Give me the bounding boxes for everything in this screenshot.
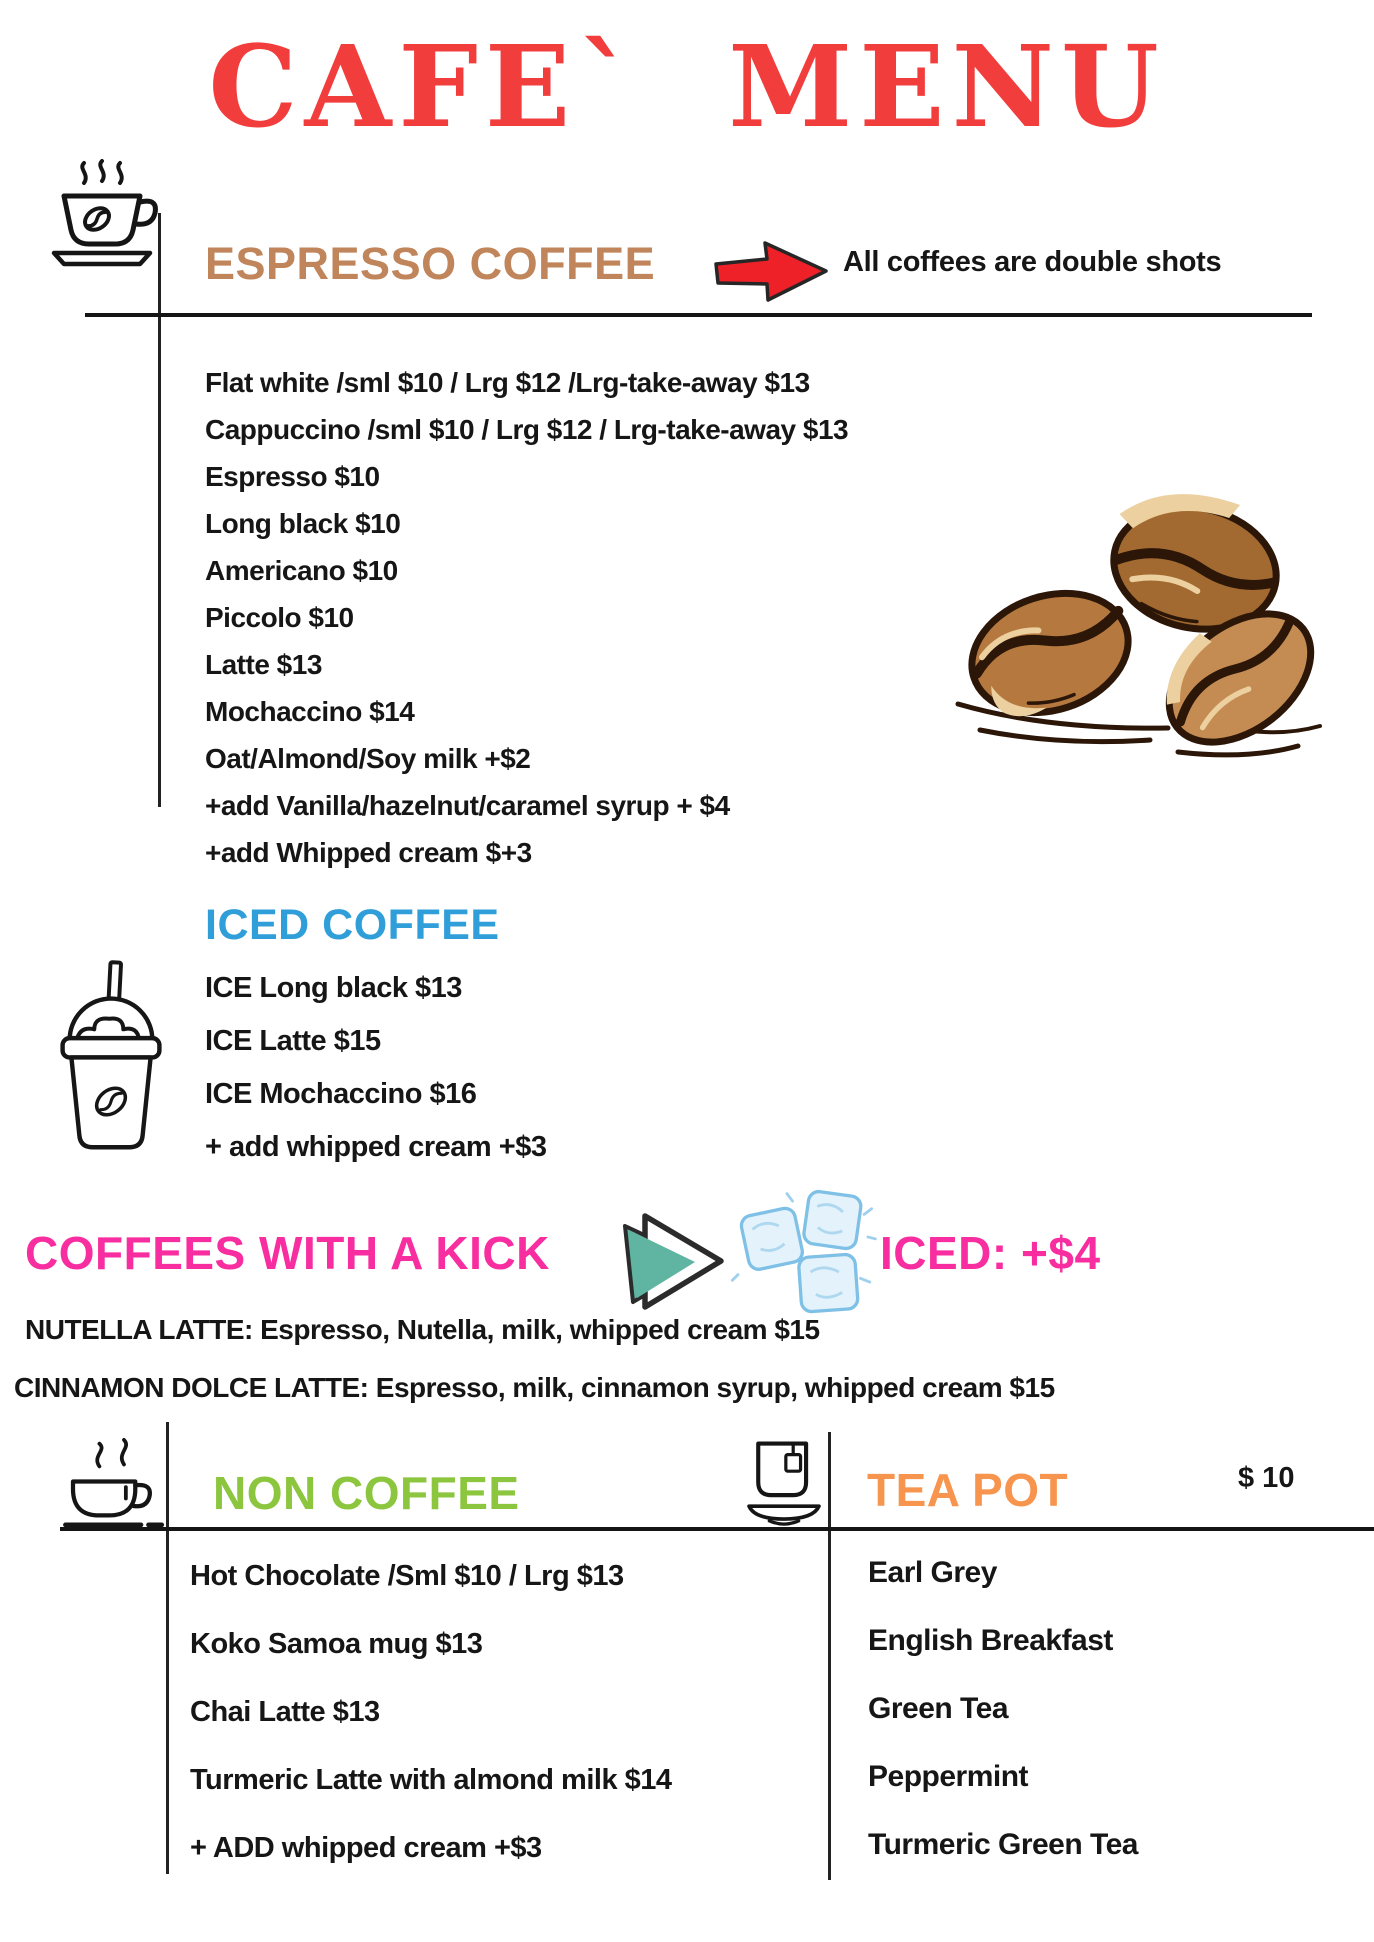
menu-item: Espresso $10 [205,461,380,492]
menu-item: Cappuccino /sml $10 / Lrg $12 / Lrg-take-away $13 [205,414,849,445]
tea-pot-price: $ 10 [1238,1462,1295,1494]
tea-pot-heading: TEA POT [867,1464,1069,1516]
tea-vertical-divider [828,1432,831,1880]
tea-item-list [868,1556,1138,1896]
menu-item: Turmeric Latte with almond milk $14 [190,1764,672,1796]
menu-item: Piccolo $10 [205,602,354,633]
espresso-item-list [205,368,848,885]
kick-arrow-icon [615,1210,727,1312]
menu-item: Chai Latte $13 [190,1696,380,1728]
ice-cubes-icon [726,1188,878,1316]
menu-item: Oat/Almond/Soy milk +$2 [205,743,531,774]
espresso-note: All coffees are double shots [843,246,1222,278]
menu-item: Peppermint [868,1760,1029,1793]
iced-coffee-heading: ICED COFFEE [205,901,500,949]
page-title: CAFE` MENU [208,22,1166,153]
espresso-horizontal-divider [85,313,1312,317]
menu-item: Flat white /sml $10 / Lrg $12 /Lrg-take-away $13 [205,367,810,398]
menu-item: + add whipped cream +$3 [205,1131,547,1163]
menu-item: Mochaccino $14 [205,696,415,727]
menu-item: Earl Grey [868,1556,997,1589]
espresso-cup-icon [42,158,167,270]
iced-item-list [205,972,546,1184]
menu-item: NUTELLA LATTE: Espresso, Nutella, milk, whipped cream $15 [25,1314,820,1345]
red-arrow-icon [712,238,832,304]
menu-item: English Breakfast [868,1624,1113,1657]
menu-item: +add Vanilla/hazelnut/caramel syrup + $4 [205,790,730,821]
menu-item: Americano $10 [205,555,398,586]
non-coffee-heading: NON COFFEE [213,1467,520,1519]
menu-item: +add Whipped cream $+3 [205,837,532,868]
non-coffee-vertical-divider [166,1422,169,1874]
menu-item: Latte $13 [205,649,322,680]
menu-item: Turmeric Green Tea [868,1828,1138,1861]
menu-item: CINNAMON DOLCE LATTE: Espresso, milk, cinnamon syrup, whipped cream $15 [14,1372,1055,1403]
kick-heading: COFFEES WITH A KICK [25,1227,550,1279]
bottom-horizontal-divider [60,1527,1374,1531]
menu-item: Green Tea [868,1692,1009,1725]
coffee-beans-illustration [940,468,1340,768]
menu-item: ICE Long black $13 [205,972,462,1004]
menu-item: Koko Samoa mug $13 [190,1628,483,1660]
menu-item: Hot Chocolate /Sml $10 / Lrg $13 [190,1560,624,1592]
tea-cup-icon [738,1436,830,1534]
espresso-vertical-divider [158,213,161,807]
menu-item: ICE Latte $15 [205,1025,381,1057]
menu-item: + ADD whipped cream +$3 [190,1832,542,1864]
frappe-cup-icon [45,952,177,1170]
espresso-heading: ESPRESSO COFFEE [205,238,656,289]
menu-item: Long black $10 [205,508,401,539]
non-coffee-item-list [190,1560,672,1900]
menu-item: ICE Mochaccino $16 [205,1078,477,1110]
kick-iced-note: ICED: +$4 [880,1227,1101,1279]
